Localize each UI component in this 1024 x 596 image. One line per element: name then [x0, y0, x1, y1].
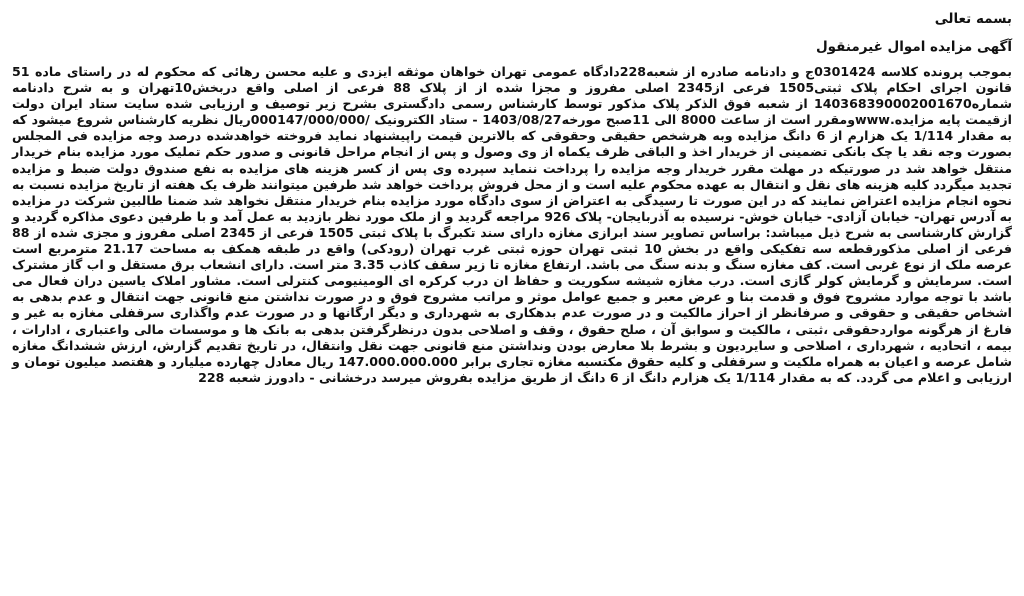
notice-body-text: بموجب پرونده کلاسه 0301424ج و دادنامه صادره از شعبه228دادگاه عمومی تهران خواهان موثقه ایزدی و علیه محسن رهائی که محکوم له در راستای ماده 51 قانون اجرای احکام پلاک ثبتی1505 فرعی از2345 اصلی مفروز و مجزا شده از از پلاک 88 فرعی از اصلی واقع دربخش10تهران و به شرح دادنامه شماره140368390002001670 از شعبه فوق الذکر پلاک مذکور توسط کارشناس رسمی دادگستری بشرح زیر توصیف و ارزیابی شده سایت ستاد ایران دولت ازقیمت پایه مزایده.wwwومقرر است از ساعت 8000 الی 11صبح مورخه1403/08/27 - ستاد الکترونیک /000147/000/000ریال نظریه کارشناس شروع میشود که به مقدار 1/114 یک هزارم از 6 دانگ مزایده وبه هرشخص حقیقی وحقوقی که بالاترین قیمت راپیشنهاد نماید فروخته خواهدشده درصد وجه مزایده فی المجلس بصورت وجه نقد یا چک بانکی تضمینی از خریدار اخذ و الباقی ظرف یکماه از وی وصول و پس از انجام مراحل قانونی و صدور حکم تملیک مورد مزایده بنام خریدار منتقل خواهد شد در صورتیکه در مهلت مقرر خریدار وجه مزایده را پرداخت ننماید سپرده وی پس از کسر هزینه های مزایده به نفع صندوق دولت ضبط و مزایده تجدید میگردد کلیه هزینه های نقل و انتقال به عهده محکوم علیه است و از محل فروش پرداخت خواهد شد طرفین میتوانند ظرف یک هفته از تاریخ مزایده نسبت به نحوه انجام مزایده اعتراض نمایند که در این صورت تا رسیدگی به اعتراض از سوی دادگاه مورد مزایده بنام خریدار منتقل نخواهد شد ضمنا طالبین شرکت در مزایده به آدرس تهران- خیابان آزادی- خیابان خوش- نرسیده به آذربایجان- پلاک 926 مراجعه گردید و از ملک مورد نظر بازدید به عمل آمد و با طرفین دعوی مذاکره گردید و گزارش کارشناسی به شرح ذیل میباشد: براساس تصاویر سند ابرازی مغازه دارای سند تکبرگ با پلاک ثبتی 1505 فرعی از 2345 اصلی مفروز و مجزی شده از 88 فرعی از اصلی مذکورقطعه سه تفکیکی واقع در بخش 10 ثبتی تهران حوزه ثبتی غرب تهران (رودکی) واقع در طبقه همکف به مساحت 21.17 مترمربع است عرصه ملک از نوع غربی است. کف مغازه سنگ و بدنه سنگ می باشد. ارتفاع مغازه تا زیر سقف کاذب 3.35 متر است. دارای انشعاب برق مستقل و اب گاز مشترک است. سرمایش و گرمایش کولر گازی است. درب مغازه شیشه سکوریت و حفاظ ان درب کرکره ای الومینیومی کنترلی است. مشاور املاک یاسین دران فعال می باشد با توجه موارد مشروح فوق و قدمت بنا و عرض معبر و جمیع عوامل موثر و مراتب مشروح فوق و در صورت نداشتن منع قانونی جهت انتقال و عدم بدهی به اشخاص حقیقی و حقوقی و صرفانظر از احراز مالکیت و در صورت عدم بدهکاری به شهرداری و دیگر ارگانها و در صورت عدم واگذاری سرقفلی مغازه به غیر و فارغ از هرگونه مواردحقوقی ،ثبتی ، مالکیت و سوابق آن ، صلح حقوق ، وقف و اصلاحی بدون درنظرگرفتن بدهی به بانک ها و موسسات مالی واعتباری ، ادارات ، بیمه ، اتحادیه ، شهرداری ، اصلاحی و سایردیون و بشرط بلا معارض بودن ونداشتن منع قانونی جهت نقل وانتقال، در تاریخ تقدیم گزارش، ارزش ششدانگ مغازه شامل عرصه و اعیان به همراه ملکیت و سرقفلی و کلیه حقوق مکتسبه مغازه تجاری برابر 147.000.000.000 ریال معادل چهارده میلیارد و هفتصد میلیون تومان و ارزیابی و اعلام می گردد. که به مقدار 1/114 یک هزارم دانگ از 6 دانگ از طریق مزایده بفروش میرسد درخشانی - دادورز شعبه 228 — [12, 64, 1013, 385]
bismillah-heading: بسمه تعالی — [934, 11, 1012, 27]
notice-title: آگهی مزایده اموال غیرمنقول — [815, 39, 1012, 55]
